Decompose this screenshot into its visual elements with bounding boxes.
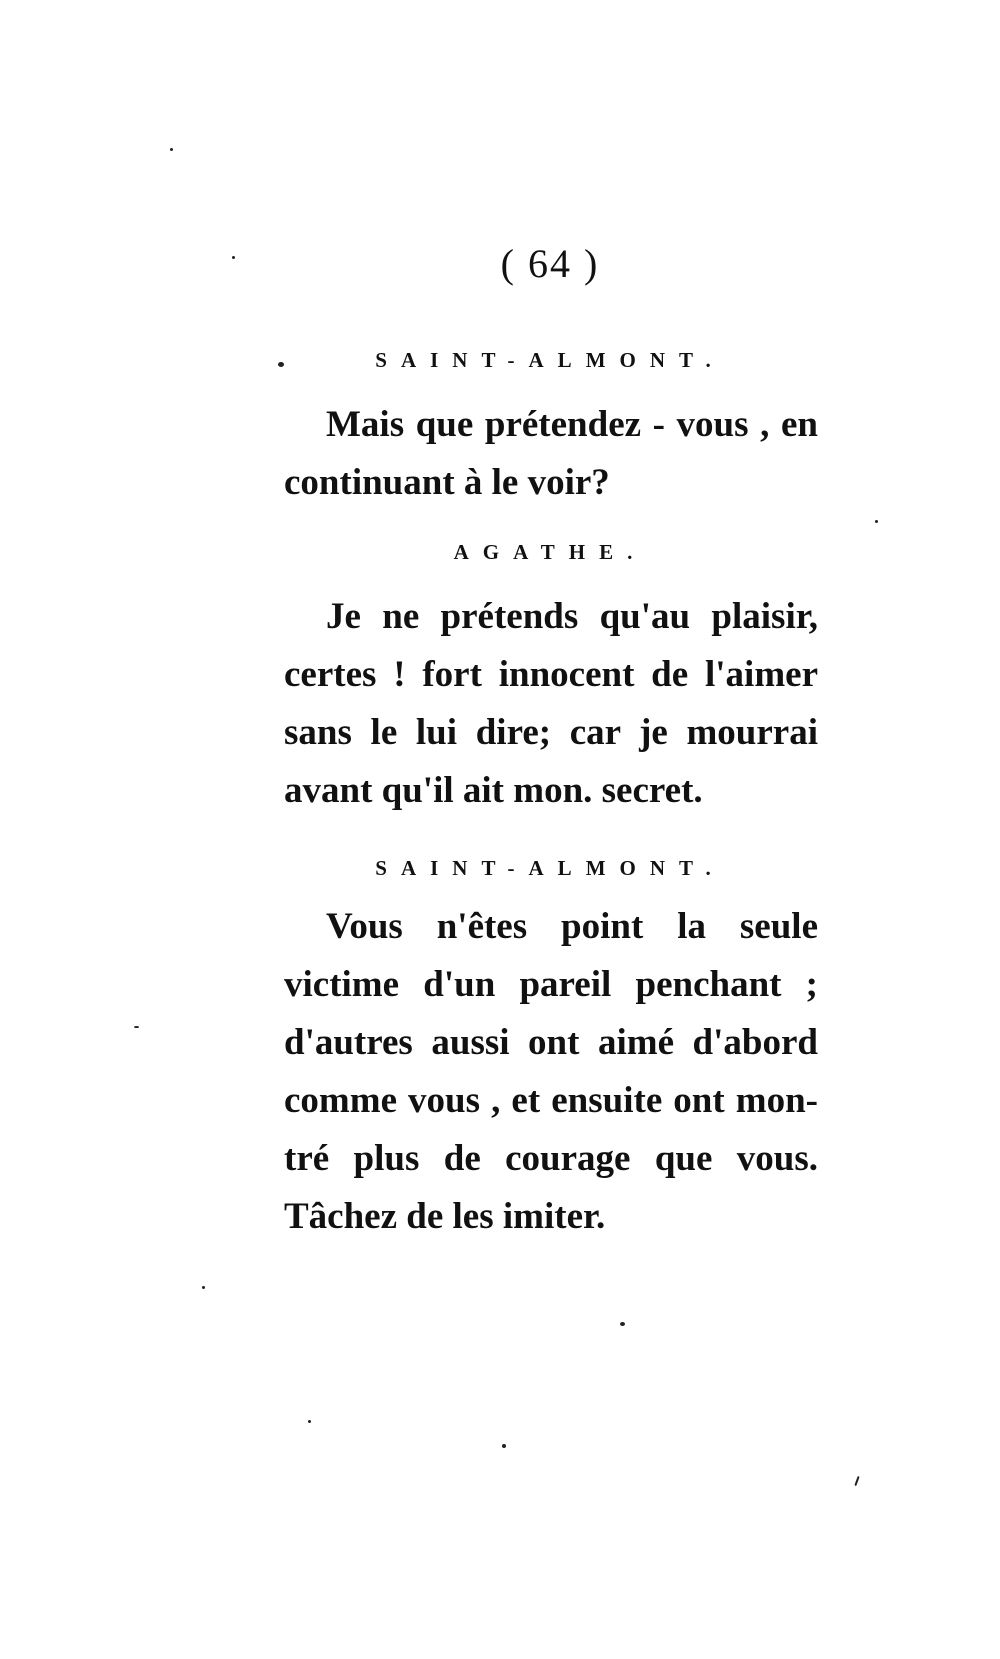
scan-speck xyxy=(620,1322,625,1326)
speech-line: d'autres aussi ont aimé d'abord xyxy=(284,1022,818,1063)
scan-speck xyxy=(854,1476,859,1486)
speech-line: certes ! fort innocent de l'aimer xyxy=(284,654,818,695)
speech-line: Je ne prétends qu'au plaisir, xyxy=(326,596,818,637)
scan-speck xyxy=(170,148,173,151)
page-number: ( 64 ) xyxy=(500,241,600,286)
scan-speck xyxy=(278,362,284,367)
scan-speck xyxy=(134,1026,139,1028)
speaker-name: SAINT-ALMONT. xyxy=(375,348,725,372)
scan-speck xyxy=(232,256,235,259)
speech-line: avant qu'il ait mon. secret. xyxy=(284,770,703,811)
speech-line: Vous n'êtes point la seule xyxy=(326,906,818,947)
scan-speck xyxy=(502,1444,506,1448)
speech-line: victime d'un pareil penchant ; xyxy=(284,964,818,1005)
speech-line: sans le lui dire; car je mourrai xyxy=(284,712,818,753)
speech-paragraph xyxy=(284,396,818,512)
speaker-name: SAINT-ALMONT. xyxy=(375,856,725,880)
speech-paragraph xyxy=(284,588,818,820)
speech-line: Mais que prétendez - vous , en xyxy=(326,404,818,445)
scan-speck xyxy=(875,520,878,523)
scan-speck xyxy=(308,1420,311,1423)
speech-line: tré plus de courage que vous. xyxy=(284,1138,818,1179)
scan-speck xyxy=(202,1286,205,1289)
speech-paragraph xyxy=(284,898,818,1246)
speaker-name: AGATHE. xyxy=(453,540,647,564)
speech-line: comme vous , et ensuite ont mon- xyxy=(284,1080,818,1121)
speech-line: Tâchez de les imiter. xyxy=(284,1196,606,1237)
speech-line: continuant à le voir? xyxy=(284,462,610,503)
